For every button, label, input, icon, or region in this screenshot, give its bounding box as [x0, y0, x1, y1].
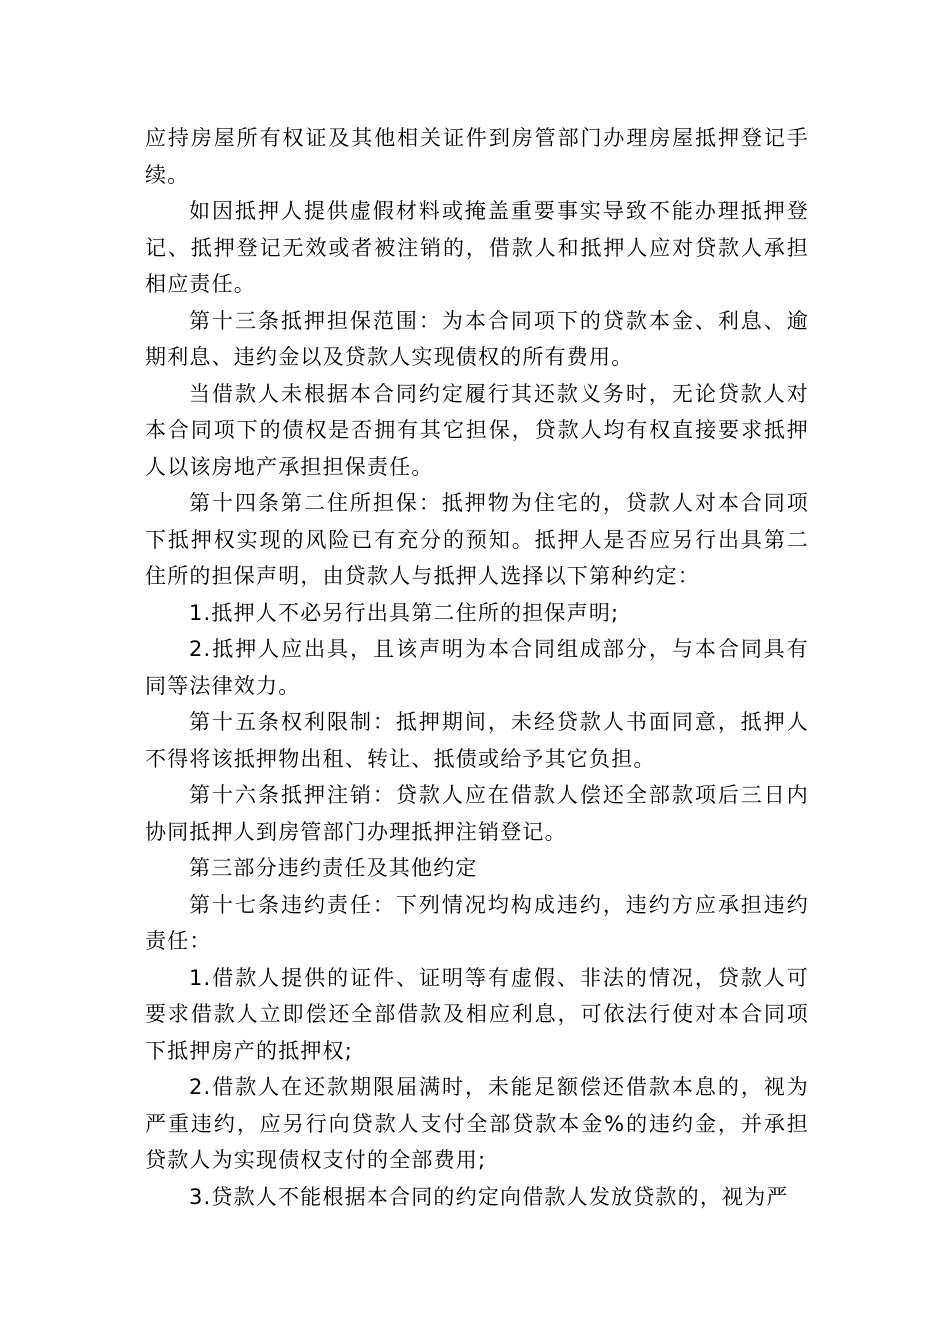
paragraph-article-16: 第十六条抵押注销：贷款人应在借款人偿还全部款项后三日内协同抵押人到房管部门办理抵押注销登记。 [145, 783, 809, 844]
paragraph: 当借款人未根据本合同约定履行其还款义务时，无论贷款人对本合同项下的债权是否拥有其它担保，贷款人均有权直接要求抵押人以该房地产承担担保责任。 [145, 381, 809, 479]
paragraph-article-15: 第十五条权利限制：抵押期间，未经贷款人书面同意，抵押人不得将该抵押物出租、转让、抵债或给予其它负担。 [145, 710, 809, 771]
paragraph-article-13: 第十三条抵押担保范围：为本合同项下的贷款本金、利息、逾期利息、违约金以及贷款人实现债权的所有费用。 [145, 308, 809, 369]
list-item: 3.贷款人不能根据本合同的约定向借款人发放贷款的，视为严 [189, 1184, 789, 1209]
paragraph-continuation: 应持房屋所有权证及其他相关证件到房管部门办理房屋抵押登记手续。 [145, 126, 809, 187]
list-item: 1.抵押人不必另行出具第二住所的担保声明; [189, 600, 620, 625]
list-item: 2.抵押人应出具，且该声明为本合同组成部分，与本合同具有同等法律效力。 [145, 637, 809, 698]
list-item: 1.借款人提供的证件、证明等有虚假、非法的情况，贷款人可要求借款人立即偿还全部借款及相应利息，可依法行使对本合同项下抵押房产的抵押权; [145, 965, 809, 1063]
list-item: 2.借款人在还款期限届满时，未能足额偿还借款本息的，视为严重违约，应另行向贷款人支付全部贷款本金%的违约金，并承担贷款人为实现债权支付的全部费用; [145, 1075, 809, 1172]
paragraph-article-17: 第十七条违约责任：下列情况均构成违约，违约方应承担违约责任： [145, 892, 809, 953]
document-body [145, 120, 809, 1215]
section-heading: 第三部分违约责任及其他约定 [189, 856, 478, 880]
paragraph-article-14: 第十四条第二住所担保：抵押物为住宅的，贷款人对本合同项下抵押权实现的风险已有充分的预知。抵押人是否应另行出具第二住所的担保声明，由贷款人与抵押人选择以下第种约定： [145, 491, 809, 588]
paragraph: 如因抵押人提供虚假材料或掩盖重要事实导致不能办理抵押登记、抵押登记无效或者被注销的，借款人和抵押人应对贷款人承担相应责任。 [145, 199, 809, 296]
